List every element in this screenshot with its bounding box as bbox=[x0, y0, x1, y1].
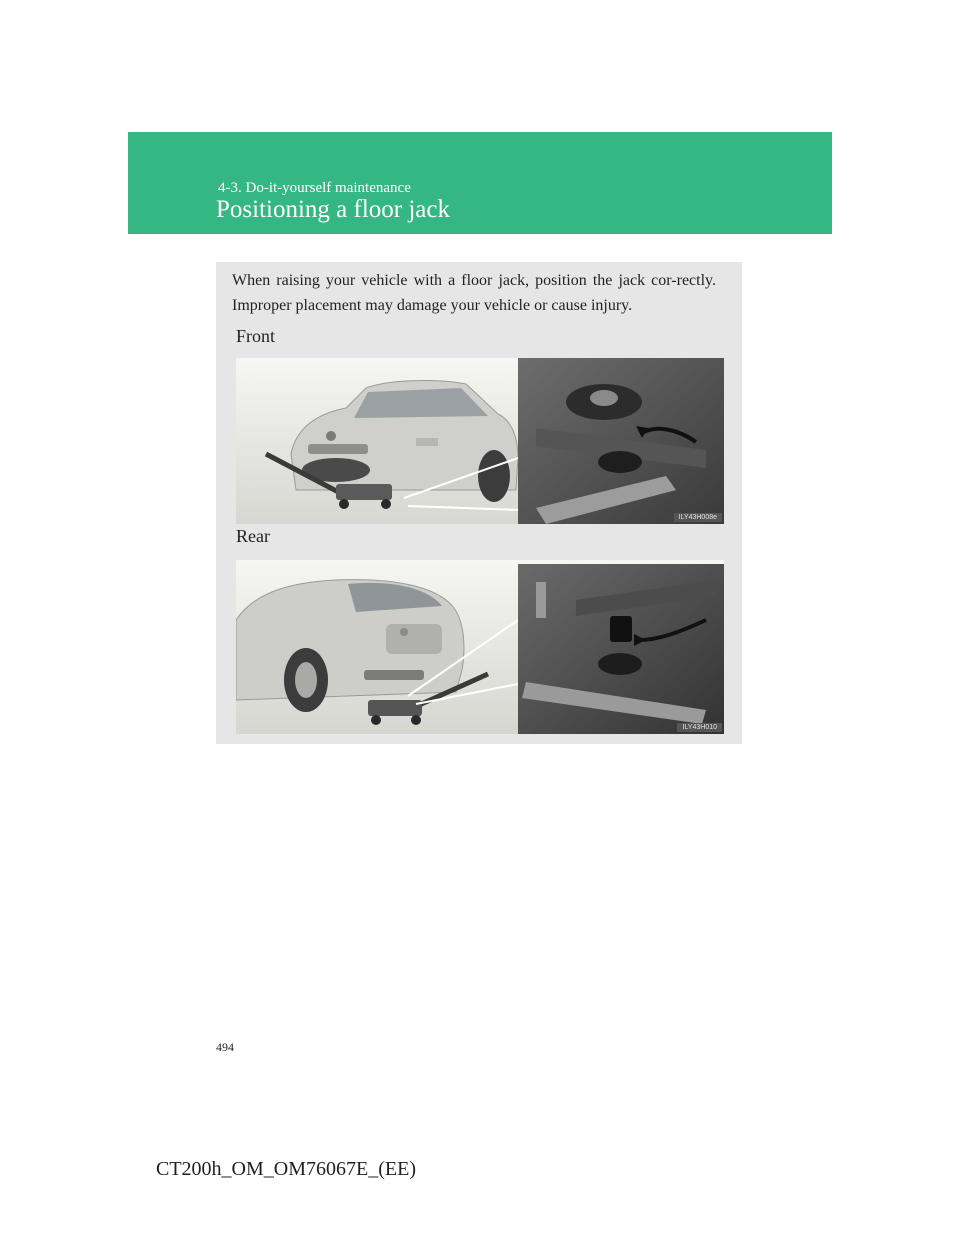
front-figure-code: ILY43H008e bbox=[674, 513, 722, 522]
section-label: 4-3. Do-it-yourself maintenance bbox=[218, 180, 411, 196]
rear-jack-illustration bbox=[236, 560, 724, 734]
rear-figure-code: ILY43H010 bbox=[677, 723, 722, 732]
intro-paragraph: When raising your vehicle with a floor jack, position the jack cor-rectly. Improper placement may damage your vehicle or cause injury. bbox=[232, 272, 716, 314]
content-box bbox=[216, 262, 742, 744]
front-jack-illustration bbox=[236, 358, 724, 524]
rear-heading: Rear bbox=[236, 526, 270, 546]
page-number: 494 bbox=[216, 1040, 234, 1054]
document-code: CT200h_OM_OM76067E_(EE) bbox=[156, 1158, 416, 1180]
rear-car-drawing bbox=[236, 560, 724, 734]
page-title: Positioning a floor jack bbox=[216, 196, 450, 223]
front-heading: Front bbox=[236, 326, 276, 346]
front-car-drawing bbox=[236, 358, 724, 524]
